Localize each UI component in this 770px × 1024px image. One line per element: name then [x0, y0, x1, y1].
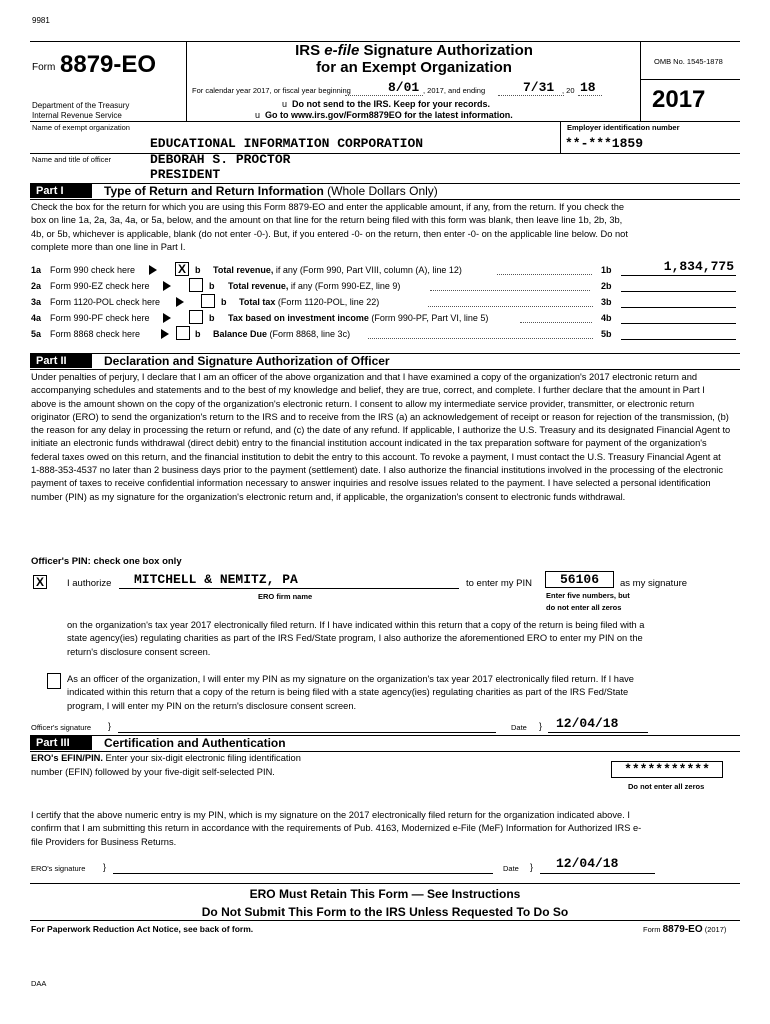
line-3-code: 4b	[601, 313, 612, 323]
certification-text: I certify that the above numeric entry is my PIN, which is my signature on the 2017 electronically filed return for the organization indicated above. I confirm that I am submitting this return in accordance with the requirements of Pub. 4163, Modernized e-File (MeF) Information for Authorized IRS e-file Providers for Business Returns.	[31, 810, 642, 847]
paperwork-notice: For Paperwork Reduction Act Notice, see back of form.	[31, 924, 254, 934]
omb-number: OMB No. 1545-1878	[654, 57, 723, 66]
officer-pin-heading: Officer's PIN: check one box only	[31, 556, 182, 567]
ein-value[interactable]: **-***1859	[565, 136, 644, 151]
i-authorize-text: I authorize	[67, 578, 112, 589]
ero-date-label: Date	[503, 864, 519, 873]
line-2-code: 3b	[601, 297, 612, 307]
ero-signature-line[interactable]	[113, 873, 493, 874]
line-2-description: Total tax (Form 1120-POL, line 22)	[239, 297, 380, 307]
form-label: Form	[32, 62, 56, 73]
fiscal-end-date[interactable]: 7/31	[523, 80, 555, 95]
efin-instructions-2: number (EFIN) followed by your five-digit self-selected PIN.	[31, 767, 275, 777]
and-ending-text: , 2017, and ending	[423, 86, 486, 95]
officer-enter-pin-checkbox[interactable]	[47, 673, 61, 689]
line-0-description: Total revenue, if any (Form 990, Part VIII, column (A), line 12)	[213, 265, 462, 275]
ero-firm-name[interactable]: MITCHELL & NEMITZ, PA	[134, 572, 298, 587]
line-0-label: Form 990 check here	[50, 265, 136, 275]
line-4-description: Balance Due (Form 8868, line 3c)	[213, 329, 351, 339]
form-code: 9981	[32, 16, 50, 25]
ero-date-value[interactable]: 12/04/18	[556, 856, 619, 871]
ero-signature-label: ERO's signature	[31, 864, 86, 873]
org-name-label: Name of exempt organization	[32, 123, 130, 132]
part3-tag: Part III	[30, 736, 92, 750]
efin-pin-field[interactable]: ***********	[611, 761, 723, 778]
irs-website-notice: u Go to www.irs.gov/Form8879EO for the latest information.	[255, 110, 513, 120]
officer-date-marker: }	[539, 721, 543, 731]
enter-five-note: Enter five numbers, but	[546, 591, 630, 600]
officer-signature-line[interactable]	[118, 732, 496, 733]
line-4-b-label: b	[195, 329, 201, 339]
line-3-label: Form 990-PF check here	[50, 313, 150, 323]
form-title-line1: IRS e-file Signature Authorization	[295, 42, 533, 59]
line-0-code: 1b	[601, 265, 612, 275]
line-3-b-label: b	[209, 313, 215, 323]
line-4-checkbox[interactable]	[176, 326, 190, 340]
do-not-send-notice: u Do not send to the IRS. Keep for your records.	[282, 99, 491, 109]
footer-form-ref: Form 8879-EO (2017)	[643, 924, 727, 935]
officer-title[interactable]: PRESIDENT	[150, 167, 221, 182]
part2-declaration: Under penalties of perjury, I declare that I am an officer of the above organization and that I have examined a copy of the organization's 2017 electronic return and accompanying schedules and statements and to the best of my knowledge and belief, they are true, correct, and complete. I further declare that the amount in Part I above is the amount shown on the copy of the organization's electronic return. I consent to allow my intermediate service provider, transmitter, or electronic return originator (ERO) to send the organization's return to the IRS and to receive from the IRS (a) an acknowledgement of receipt or reason for rejection of the transmission, (b) the reason for any delay in processing the return or refund, and (c) the date of any refund. If applicable, I authorize the U.S. Treasury and its designated Financial Agent to initiate an electronic funds withdrawal (direct debit) entry to the financial institution account indicated in the tax preparation software for payment of the organization's federal taxes owed on this return, and the financial institution to debit the entry to this account. To revoke a payment, I must contact the U.S. Treasury Financial Agent at 1-888-353-4537 no later than 2 business days prior to the payment (settlement) date. I also authorize the financial institutions involved in the processing of the electronic payment of taxes to receive confidential information necessary to answer inquiries and resolve issues related to the payment. I have selected a personal identification number (PIN) as my signature for the organization's electronic return and, if applicable, the organization's consent to electronic funds withdrawal.	[31, 372, 731, 502]
line-0-b-label: b	[195, 265, 201, 275]
org-name-value[interactable]: EDUCATIONAL INFORMATION CORPORATION	[150, 136, 424, 151]
efin-no-zeros-note: Do not enter all zeros	[628, 782, 705, 791]
line-2-number: 3a	[31, 297, 42, 307]
line-0-amount[interactable]: 1,834,775	[663, 259, 734, 274]
line-1-b-label: b	[209, 281, 215, 291]
part2-tag: Part II	[30, 354, 92, 368]
fiscal-end-year[interactable]: 18	[580, 80, 596, 95]
line-1-arrow-icon	[163, 280, 171, 291]
dept-irs: Internal Revenue Service	[32, 111, 122, 120]
form-number: 8879-EO	[60, 51, 157, 78]
calendar-year-text: For calendar year 2017, or fiscal year beginning	[192, 86, 351, 95]
year-prefix: , 20	[562, 86, 575, 95]
ero-date-marker: }	[530, 862, 534, 872]
ero-firm-label: ERO firm name	[258, 592, 313, 601]
line-3-description: Tax based on investment income (Form 990-PF, Part VI, line 5)	[228, 313, 489, 323]
daa-mark: DAA	[31, 979, 47, 988]
tax-year: 2017	[652, 86, 706, 113]
line-3-number: 4a	[31, 313, 42, 323]
no-zeros-note: do not enter all zeros	[546, 603, 622, 612]
line-1-label: Form 990-EZ check here	[50, 281, 150, 291]
ein-label: Employer identification number	[567, 123, 680, 132]
part1-tag: Part I	[30, 184, 92, 198]
officer-date-label: Date	[511, 723, 527, 732]
ero-retain-notice: ERO Must Retain This Form — See Instructions	[249, 887, 521, 901]
line-2-checkbox[interactable]	[201, 294, 215, 308]
line-4-code: 5b	[601, 329, 612, 339]
option1-text: on the organization's tax year 2017 electronically filed return. If I have indicated within this return that a copy of the return is being filed with a state agency(ies) regulating charities as part of the IRS Fed/State program, I also authorize the aforementioned ERO to enter my PIN on the return's disclosure consent screen.	[67, 620, 645, 657]
line-1-description: Total revenue, if any (Form 990-EZ, line 9)	[228, 281, 401, 291]
line-4-number: 5a	[31, 329, 42, 339]
to-enter-pin-text: to enter my PIN	[466, 578, 532, 589]
officer-pin-field[interactable]: 56106	[545, 571, 614, 588]
authorize-ero-checkbox[interactable]: X	[33, 575, 47, 589]
line-0-number: 1a	[31, 265, 42, 275]
officer-signature-marker: }	[108, 721, 112, 731]
officer-label: Name and title of officer	[32, 155, 112, 164]
as-my-signature-text: as my signature	[620, 578, 688, 589]
efin-instructions-1: ERO's EFIN/PIN. Enter your six-digit electronic filing identification	[31, 753, 301, 763]
do-not-submit-notice: Do Not Submit This Form to the IRS Unless Requested To Do So	[201, 905, 569, 919]
fiscal-begin-date[interactable]: 8/01	[388, 80, 420, 95]
line-2-b-label: b	[221, 297, 227, 307]
dept-treasury: Department of the Treasury	[32, 101, 130, 110]
line-1-code: 2b	[601, 281, 612, 291]
line-3-checkbox[interactable]	[189, 310, 203, 324]
form-title-line2: for an Exempt Organization	[316, 59, 512, 76]
line-1-checkbox[interactable]	[189, 278, 203, 292]
part1-title: Type of Return and Return Information (Whole Dollars Only)	[104, 184, 438, 198]
line-1-number: 2a	[31, 281, 42, 291]
option2-text: As an officer of the organization, I will enter my PIN as my signature on the organization's tax year 2017 electronically filed return. If I have indicated within this return that a copy of the return is being filed with a state agency(ies) regulating charities as part of the IRS Fed/State program, I will enter my PIN on the return's disclosure consent screen.	[67, 674, 634, 711]
part2-title: Declaration and Signature Authorization of Officer	[104, 354, 390, 368]
officer-signature-label: Officer's signature	[31, 723, 92, 732]
ero-signature-marker: }	[103, 862, 107, 872]
line-2-label: Form 1120-POL check here	[50, 297, 161, 307]
line-3-arrow-icon	[163, 312, 171, 323]
officer-name[interactable]: DEBORAH S. PROCTOR	[150, 152, 291, 167]
line-4-label: Form 8868 check here	[50, 329, 141, 339]
officer-date-value[interactable]: 12/04/18	[556, 716, 619, 731]
line-2-arrow-icon	[176, 296, 184, 307]
line-0-arrow-icon	[149, 264, 157, 275]
line-0-checkbox[interactable]: X	[175, 262, 189, 276]
part3-title: Certification and Authentication	[104, 736, 286, 750]
part1-intro: Check the box for the return for which you are using this Form 8879-EO and enter the applicable amount, if any, from the return. If you check the box on line 1a, 2a, 3a, 4a, or 5a, below, and the amount on that line for the return being filed with this form was blank, then leave line 1b, 2b, 3b, 4b, or 5b, whichever is applicable, blank (do not enter -0-). But, if you entered -0- on the return, then enter -0- on the applicable line below. Do not complete more than one line in Part I.	[31, 202, 628, 252]
line-4-arrow-icon	[161, 328, 169, 339]
